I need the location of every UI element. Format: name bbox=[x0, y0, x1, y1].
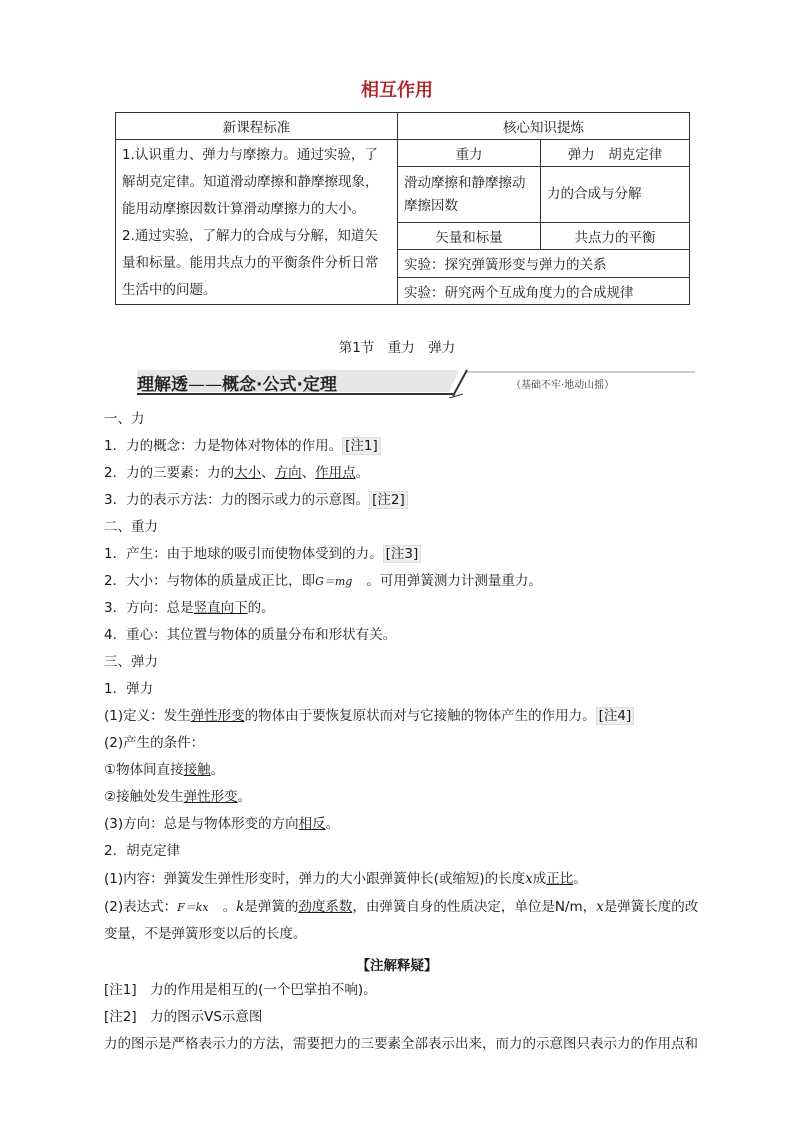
gravity-magnitude bbox=[104, 572, 542, 591]
note-2: [注2] 力的图示VS示意图 bbox=[104, 1009, 263, 1025]
standards-cell bbox=[116, 140, 398, 305]
text: 的。 bbox=[247, 600, 275, 616]
force-representation bbox=[104, 491, 408, 509]
banner-dash: —— bbox=[188, 375, 222, 395]
knowledge-gravity: 重力 bbox=[398, 140, 541, 167]
condition-contact bbox=[104, 761, 224, 779]
standard-2: 2.通过实验，了解力的合成与分解，知道矢量和标量。能用共点力的平衡条件分析日常生活中的问题。 bbox=[122, 228, 379, 298]
elastic-direction bbox=[104, 815, 339, 833]
knowledge-equilibrium: 共点力的平衡 bbox=[541, 223, 690, 250]
underlined-term: 正比 bbox=[546, 871, 574, 887]
banner-tag: （基础不牢·地动山摇） bbox=[511, 380, 615, 391]
table-header-standard: 新课程标准 bbox=[116, 113, 398, 140]
underlined-term: 劲度系数 bbox=[298, 899, 353, 915]
section-title: 第1节 重力 弹力 bbox=[338, 340, 456, 356]
text: (3)方向：总是与物体形变的方向 bbox=[104, 816, 299, 832]
text: 。 bbox=[355, 465, 370, 481]
page-title: 相互作用 bbox=[361, 80, 433, 101]
gravity-direction bbox=[104, 599, 275, 617]
text: 、 bbox=[261, 465, 275, 481]
note-ref-1[interactable]: [注1] bbox=[342, 437, 381, 455]
knowledge-elastic-force: 弹力 胡克定律 bbox=[541, 140, 690, 167]
underlined-term: 相反 bbox=[298, 816, 326, 832]
text: 是弹簧的 bbox=[244, 899, 299, 915]
underlined-term: 竖直向下 bbox=[193, 600, 248, 616]
var-k: k bbox=[236, 899, 245, 915]
text: 。 bbox=[573, 871, 587, 887]
section-banner bbox=[137, 366, 695, 398]
force-concept bbox=[104, 437, 381, 455]
underlined-term: 接触 bbox=[183, 762, 211, 778]
text: 2．力的三要素：力的 bbox=[104, 465, 235, 481]
text: 3．力的表示方法：力的图示或力的示意图。 bbox=[104, 492, 370, 508]
text: (1)内容：弹簧发生弹性形变时，弹力的大小跟弹簧伸长(或缩短)的长度 bbox=[104, 871, 526, 887]
curriculum-table bbox=[115, 112, 690, 305]
note-ref-2[interactable]: [注2] bbox=[369, 491, 408, 509]
heading-gravity: 二、重力 bbox=[104, 519, 158, 535]
text: 。 bbox=[222, 899, 237, 915]
hooke-subheading: 2．胡克定律 bbox=[104, 843, 181, 859]
condition-deformation bbox=[104, 788, 251, 806]
heading-elastic: 三、弹力 bbox=[104, 654, 158, 670]
text: 成 bbox=[532, 871, 547, 887]
underlined-term: 弹性形变 bbox=[190, 708, 245, 724]
text: 3．方向：总是 bbox=[104, 600, 194, 616]
note-2-body: 力的图示是严格表示力的方法，需要把力的三要素全部表示出来，而力的示意图只表示力的作用点和 bbox=[104, 1036, 698, 1052]
text: 1．产生：由于地球的吸引而使物体受到的力。 bbox=[104, 546, 383, 562]
text: 。可用弹簧测力计测量重力。 bbox=[366, 573, 542, 589]
text: ②接触处发生 bbox=[104, 789, 184, 805]
elastic-subheading: 1．弹力 bbox=[104, 681, 154, 697]
banner-main-text: 理解透 bbox=[137, 375, 188, 395]
knowledge-friction: 滑动摩擦和静摩擦动摩擦因数 bbox=[398, 167, 541, 223]
hooke-expression bbox=[104, 898, 698, 917]
knowledge-composition: 力的合成与分解 bbox=[541, 167, 690, 223]
text: 是弹簧长度的改 bbox=[603, 899, 699, 915]
banner-heading bbox=[137, 370, 337, 395]
gravity-origin bbox=[104, 545, 421, 563]
hooke-expression-cont: 变量，不是弹簧形变以后的长度。 bbox=[104, 926, 307, 942]
knowledge-experiment-2: 实验：研究两个互成角度力的合成规律 bbox=[398, 277, 690, 304]
formula-g-mg: G＝mg bbox=[315, 575, 353, 588]
underlined-term: 方向 bbox=[274, 465, 302, 481]
text: 2．大小：与物体的质量成正比，即 bbox=[104, 573, 316, 589]
notes-heading: 【注解释疑】 bbox=[356, 958, 438, 974]
text: 。 bbox=[325, 816, 340, 832]
formula-f-kx: F＝kx bbox=[177, 901, 209, 914]
table-header-knowledge: 核心知识提炼 bbox=[398, 113, 690, 140]
underlined-term: 作用点 bbox=[315, 465, 356, 481]
elastic-definition bbox=[104, 707, 634, 725]
force-concept-text: 1．力的概念：力是物体对物体的作用。 bbox=[104, 438, 343, 454]
hooke-content bbox=[104, 870, 587, 888]
heading-force: 一、力 bbox=[104, 411, 145, 427]
knowledge-vector-scalar: 矢量和标量 bbox=[398, 223, 541, 250]
note-1: [注1] 力的作用是相互的(一个巴掌拍不响)。 bbox=[104, 982, 377, 998]
text: 。 bbox=[210, 762, 225, 778]
banner-sub-text: 概念·公式·定理 bbox=[222, 375, 337, 395]
note-ref-3[interactable]: [注3] bbox=[383, 545, 422, 563]
elastic-conditions: (2)产生的条件： bbox=[104, 735, 205, 751]
underlined-term: 大小 bbox=[234, 465, 262, 481]
knowledge-experiment-1: 实验：探究弹簧形变与弹力的关系 bbox=[398, 250, 690, 277]
text: (2)表达式： bbox=[104, 899, 178, 915]
text: 的物体由于要恢复原状而对与它接触的物体产生的作用力。 bbox=[244, 708, 596, 724]
text: ①物体间直接 bbox=[104, 762, 184, 778]
var-x: x bbox=[596, 899, 604, 915]
text: 。 bbox=[237, 789, 252, 805]
note-ref-4[interactable]: [注4] bbox=[596, 707, 635, 725]
force-elements bbox=[104, 464, 369, 482]
standard-1: 1.认识重力、弹力与摩擦力。通过实验，了解胡克定律。知道滑动摩擦和静摩擦现象，能用动摩擦因数计算滑动摩擦力的大小。 bbox=[122, 147, 379, 217]
text: 、 bbox=[301, 465, 316, 481]
text: (1)定义：发生 bbox=[104, 708, 191, 724]
text: ，由弹簧自身的性质决定，单位是N/m， bbox=[352, 899, 597, 915]
underlined-term: 弹性形变 bbox=[183, 789, 238, 805]
var-x: x bbox=[525, 871, 533, 887]
gravity-center: 4．重心：其位置与物体的质量分布和形状有关。 bbox=[104, 627, 397, 643]
